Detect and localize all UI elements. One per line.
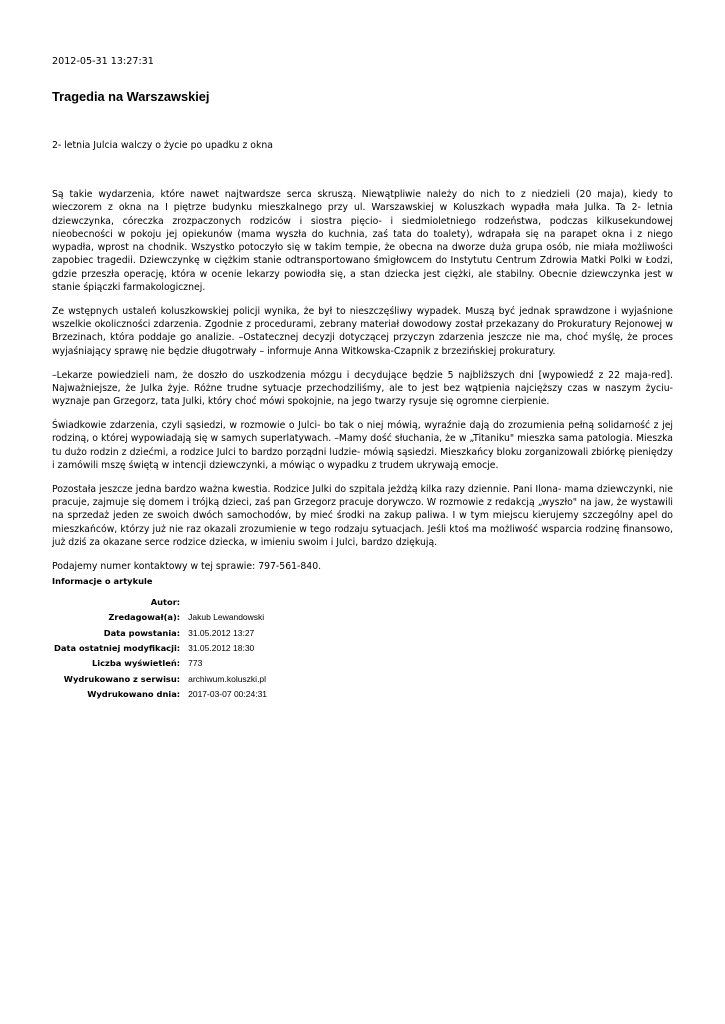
info-value: 773 <box>188 658 203 669</box>
info-label: Data ostatniej modyfikacji: <box>54 643 181 654</box>
info-label: Liczba wyświetleń: <box>91 658 181 669</box>
info-label: Autor: <box>150 597 181 608</box>
article-paragraph: Są takie wydarzenia, które nawet najtwardsze serca skruszą. Niewątpliwie należy do nich to z niedzieli (20 maja), kiedy to wieczorem z okna na I piętrze budynku mieszkalnego przy ul. Warszawskiej w Koluszkach wypadła mała Julka. Ta 2- letnia dziewczynka, córeczka zrozpaczonych rodziców i siostra pięcio- i siedmioletniego rodzeństwa, podczas kilkusekundowej nieobecności w pokoju jej opiekunów (mama wyszła do kuchnia, zaś tata do toalety), wdrapała się na parapet okna i z niego wypadła, wprost na chodnik. Wszystko potoczyło się w takim tempie, że obecna na dworze duża grupa osób, nie miała możliwości zapobiec tragedii. Dziewczynkę w ciężkim stanie odtransportowano śmigłowcem do Instytutu Centrum Zdrowia Matki Polki w Łodzi, gdzie przeszła operację, która w ocenie lekarzy powiodła się, a stan dziecka jest ciężki, ale stabilny. Obecnie dziewczynka jest w stanie śpiączki farmakologicznej. <box>52 189 673 294</box>
info-label: Zredagował(a): <box>108 612 181 623</box>
info-value: 31.05.2012 18:30 <box>188 643 255 654</box>
contact-line: Podajemy numer kontaktowy w tej sprawie: 797-561-840. <box>52 560 322 572</box>
article-paragraph: Świadkowie zdarzenia, czyli sąsiedzi, w rozmowie o Julci- bo tak o niej mówią, wyraźnie dają do zrozumienia pełną solidarność z jej rodziną, o której wypowiadają się w samych superlatywach. –Mamy dość słuchania, że w „Titaniku" mieszka sama patologia. Mieszka tu dużo rodzin z dziećmi, a rodzice Julci to bardzo porządni ludzie- mówią sąsiedzi. Mieszkańcy bloku zorganizowali zbiórkę pieniędzy i zamówili mszę świętą w intencji dziewczynki, a mówiąc o wypadku z trudem ukrywają emocje. <box>52 419 673 471</box>
article-lead: 2- letnia Julcia walczy o życie po upadku z okna <box>52 140 273 151</box>
article-body <box>52 188 673 573</box>
info-value: Jakub Lewandowski <box>188 612 265 623</box>
info-label: Wydrukowano dnia: <box>87 688 181 699</box>
info-value: 2017-03-07 00:24:31 <box>188 688 268 699</box>
article-paragraph: Pozostała jeszcze jedna bardzo ważna kwestia. Rodzice Julki do szpitala jeżdżą kilka razy dziennie. Pani Ilona- mama dziewczynki, nie pracuje, zajmuje się domem i trójką dzieci, zaś pan Grzegorz pracuje dorywczo. W rozmowie z redakcją „wyszło" na jaw, że wystawili na sprzedaż jeden ze swoich dwóch samochodów, by mieć środki na zakup paliwa. I w tym miejscu kierujemy szczególny apel do mieszkańców, którzy już nie raz okazali zrozumienie w tego rodzaju sytuacjach. Jeśli ktoś ma możliwość wsparcia rodzinę finansowo, już dziś za okazane serce rodzice dziecka, w imieniu swoim i Julci, bardzo dziękują. <box>52 483 673 548</box>
article-title: Tragedia na Warszawskiej <box>52 89 210 104</box>
info-label: Data powstania: <box>103 627 181 638</box>
info-row-author <box>54 595 267 610</box>
info-row-views <box>54 656 267 671</box>
info-heading: Informacje o artykule <box>52 576 153 586</box>
info-value: archiwum.koluszki.pl <box>188 673 267 684</box>
info-value <box>188 595 267 610</box>
article-paragraph: –Lekarze powiedzieli nam, że doszło do uszkodzenia mózgu i decydujące będzie 5 najbliższych dni [wypowiedź z 22 maja-red]. Najważniejsze, że Julka żyje. Różne trudne sytuacje przechodziliśmy, ale to jest bez wątpienia najcięższy czas w naszym życiu- wyznaje pan Grzegorz, tata Julki, który choć mówi spokojnie, na jego twarzy rysuje się ogromne cierpienie. <box>52 369 673 408</box>
article-timestamp: 2012-05-31 13:27:31 <box>52 56 154 67</box>
article-info-table <box>54 595 267 702</box>
info-label: Wydrukowano z serwisu: <box>63 673 181 684</box>
info-row-printed <box>54 687 267 702</box>
info-row-created <box>54 626 267 641</box>
info-row-source <box>54 671 267 686</box>
article-paragraph: Ze wstępnych ustaleń koluszkowskiej policji wynika, że był to nieszczęśliwy wypadek. Muszą być jednak sprawdzone i wyjaśnione wszelkie okoliczności zdarzenia. Zgodnie z procedurami, zebrany materiał dowodowy został przekazany do Prokuratury Rejonowej w Brzezinach, która poddaje go analizie. –Ostatecznej decyzji dotyczącej przyczyn zdarzenia jeszcze nie ma, choć myślę, że proces wyjaśniający sprawę nie będzie długotrwały – informuje Anna Witkowska-Czapnik z brzezińskiej prokuratury. <box>52 305 673 357</box>
info-value: 31.05.2012 13:27 <box>188 627 255 638</box>
info-row-modified <box>54 641 267 656</box>
info-row-editor <box>54 610 267 625</box>
